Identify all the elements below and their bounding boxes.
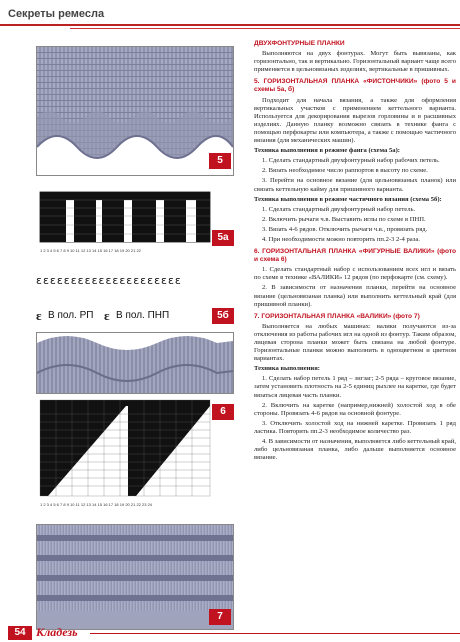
chart-6-numbers: 1 2 3 4 5 6 7 8 9 10 11 12 13 14 15 16 17 18 19 20 21 22 23 24 (40, 502, 153, 507)
heading-section-6: 6. ГОРИЗОНТАЛЬНАЯ ПЛАНКА «ФИГУРНЫЕ ВАЛИКИ» (фото и схема 6) (254, 248, 456, 264)
paragraph: Выполняется на любых машинах: валики получаются из-за отключения из работы рабочих игл на одной из фонтур. Таким образом, лицевая сторона планки может быть связана на любой фонтуре. Горизонтальные планки можно выполнить в одноцветном и цветном вариантах. (254, 322, 457, 363)
legend-label-rp: В пол. РП (48, 310, 94, 321)
heading-section-7: 7. ГОРИЗОНТАЛЬНАЯ ПЛАНКА «ВАЛИКИ» (фото 7) (254, 312, 420, 320)
paragraph: 3. Перейти на основное вязание (для цельновязаных планок) или связать кеттельную кайму для пришивного варианта. (254, 177, 456, 193)
chart-5a (36, 188, 232, 256)
article-text (254, 40, 456, 464)
chart-5a-badge: 5а (212, 230, 234, 246)
page-header (0, 0, 460, 34)
photo-7-badge: 7 (209, 609, 231, 625)
page-number: 54 (8, 626, 32, 640)
photo-7 (36, 524, 234, 630)
subheading: Техника выполнения в режиме фанга (схема 5а): (254, 147, 400, 155)
paragraph: Подходит для начала вязания, а также для оформления вертикальных участков с применением кеттельного варианта. Используется для декорирования вырезов горловины и в расшивных изделиях. Данную планку возможно связать в технике фанга с помощью перфокарты или компьютера, а также с помощью частичного вязания (для механических машин). (254, 96, 456, 145)
paragraph: Выполняются на двух фонтурах. Могут быть вывязаны, как горизонтально, так и вертикально. Горизонтальный вариант чаще всего применяется в цельновязаных изделиях, вертикальные в пришивных. (254, 50, 456, 74)
knit-scallop-image (37, 47, 233, 175)
stitch-symbols-row: ɛɛɛɛɛɛɛɛɛɛɛɛɛɛɛɛɛɛɛɛɛ (36, 274, 182, 287)
header-divider (0, 24, 460, 26)
knit-ridges-image (37, 525, 233, 629)
paragraph: 1. Сделать стандартный набор с использованием всех игл и вязать по схеме в технике «ВАЛИКИ» 12 рядов (по перфокарте (см. схему). (254, 266, 456, 282)
knit-rolls-image (37, 333, 233, 393)
needle-up-icon: ɛ (36, 308, 42, 323)
chart-6 (36, 396, 232, 514)
paragraph: 1. Сделать стандартный двухфонтурный набор рабочих петель. (262, 157, 440, 165)
needle-down-icon: ɛ (104, 308, 110, 323)
paragraph: 1. Сделать набор петель 1 ряд – зигзаг; 2-5 ряда – круговое вязание, затем установить плотность на 2-5 единиц рыхлее на каретке, где будет вязаться лицевая часть планки. (254, 375, 456, 399)
section-title: Секреты ремесла (8, 8, 105, 20)
paragraph: 4. При необходимости можно повторить пп.2-3 2-4 раза. (262, 235, 420, 243)
photo-5 (36, 46, 234, 176)
photo-5-badge: 5 (209, 153, 231, 169)
paragraph: 2. Вязать необходимое число раппортов в высоту по схеме. (262, 167, 428, 175)
paragraph: 1. Сделать стандартный двухфонтурный набор петель. (262, 205, 416, 213)
subheading: Техника выполнения: (254, 365, 320, 373)
heading-section-5: 5. ГОРИЗОНТАЛЬНАЯ ПЛАНКА «ФИСТОНЧИКИ» (фото 5 и схемы 5а, б) (254, 78, 456, 94)
heading-two-bed-bands: ДВУХФОНТУРНЫЕ ПЛАНКИ (254, 40, 345, 47)
paragraph: 2. Включить на каретке (например,нижней) холостой ход в обе стороны. Провязать 4-6 рядов на основной фонтуре. (254, 401, 456, 417)
header-rule (70, 28, 460, 29)
paragraph: 2. Включить рычаги ч.в. Выставить иглы по схеме в ПНП. (262, 215, 426, 223)
paragraph: 3. Отключить холостой ход на нижней каретке. Провязать 1 ряд ластика. Повторить пп.2-3 необходимое количество раз. (254, 419, 456, 435)
paragraph: 4. В зависимости от назначения, выполняется либо кеттельный край, либо цельновязаная планка, либо дальше выполняется основное вязание. (254, 438, 456, 462)
legend-label-pnp: В пол. ПНП (116, 310, 170, 321)
paragraph: 3. Вязать 4-6 рядов. Отключить рычаги ч.в., провязать ряд. (262, 225, 428, 233)
paragraph: 2. В зависимости от назначения планки, перейти на основное вязание (цельновязаная планка) или выполнить кеттельный край (для пришивной планки). (254, 284, 456, 308)
chart-6-badge: 6 (212, 404, 234, 420)
chart-5a-numbers: 1 2 3 4 5 6 7 8 9 10 11 12 13 14 15 16 17 18 19 20 21 22 (40, 248, 141, 253)
footer-divider (90, 633, 460, 634)
page-footer (0, 624, 460, 642)
legend-5b (36, 272, 232, 332)
photo-6 (36, 332, 234, 394)
subheading: Техника выполнения в режиме частичного вязания (схема 5б): (254, 195, 442, 203)
brand-logo: Кладезь (36, 625, 78, 639)
legend-5b-badge: 5б (212, 308, 234, 324)
